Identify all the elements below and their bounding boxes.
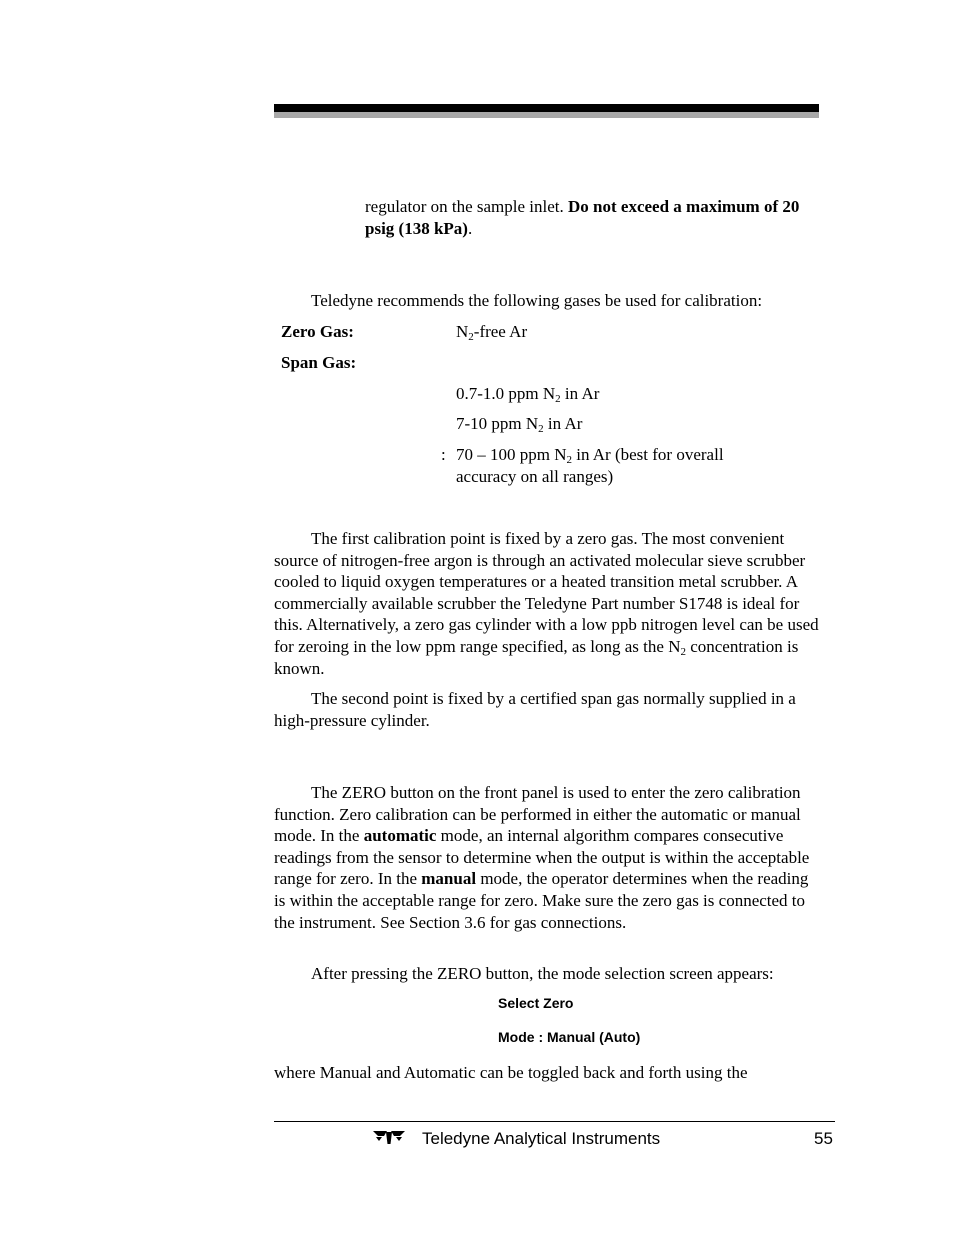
footer-rule xyxy=(274,1121,835,1122)
page-number: 55 xyxy=(814,1129,833,1148)
span-gas-item xyxy=(456,413,582,435)
intro-end: . xyxy=(467,218,473,238)
zero-para-t3: mode, the operator determines when the reading is within the acceptable range for zero. Make sure the zero gas is connected to the instrument. See Section 3.6 for gas connections. xyxy=(274,869,809,932)
span-item-sub: 2 xyxy=(538,423,544,435)
span-item-pre: 0.7-1.0 ppm N xyxy=(456,384,556,403)
span-item-pre: 7-10 ppm N xyxy=(456,414,539,433)
zero-para-t2: mode, an internal algorithm compares consecutive readings from the sensor to determine when the output is within the acceptable range for zero. In the xyxy=(274,826,810,889)
screen-line-2: Mode : Manual (Auto) xyxy=(498,1029,641,1045)
span-item-post: in Ar xyxy=(543,414,583,433)
zero-para-manual: manual xyxy=(421,869,477,889)
zero-gas-label-text: Zero Gas: xyxy=(281,322,354,341)
zero-gas-value-pre: N xyxy=(456,322,469,341)
zero-para-automatic: automatic xyxy=(363,826,437,846)
footer-company: Teledyne Analytical Instruments xyxy=(422,1129,661,1148)
header-rule-gray xyxy=(274,112,819,118)
zero-button-paragraph xyxy=(274,782,822,933)
screen-line-1: Select Zero xyxy=(498,995,574,1011)
calib-para1-sub: 2 xyxy=(680,645,686,658)
intro-text: regulator on the sample inlet. xyxy=(365,197,568,216)
calibration-paragraph-2: The second point is fixed by a certified span gas normally supplied in a high-pressure cylinder. xyxy=(274,689,796,730)
span-gas-item xyxy=(456,444,776,487)
span-item-post: in Ar xyxy=(560,384,600,403)
teledyne-logo-icon xyxy=(372,1128,406,1146)
span-colon: : xyxy=(441,445,446,464)
calibration-paragraph-1 xyxy=(274,528,822,679)
after-pressing-paragraph: After pressing the ZERO button, the mode selection screen appears: xyxy=(311,964,774,983)
zero-gas-value xyxy=(456,321,527,343)
span-item-sub: 2 xyxy=(555,393,561,405)
span-item-sub: 2 xyxy=(566,454,572,466)
span-gas-label-text: Span Gas: xyxy=(281,353,357,372)
last-paragraph: where Manual and Automatic can be toggled back and forth using the xyxy=(274,1063,748,1082)
span-item-pre: 70 – 100 ppm N xyxy=(456,445,567,464)
intro-warning: Do not exceed a maximum of 20 psig (138 kPa) xyxy=(365,197,800,238)
calib-para1-pre: The first calibration point is fixed by a zero gas. The most convenient source of nitrogen-free argon is through an activated molecular sieve scrubber cooled to liquid oxygen temperatures or a heated transition metal scrubber. A commercially available scrubber the Teledyne Part number S1748 is ideal for this. Alternatively, a zero gas cylinder with a low ppb nitrogen level can be used for zeroing in the low ppm range specified, as long as the N xyxy=(274,529,819,656)
span-gas-label xyxy=(281,352,356,374)
intro-paragraph xyxy=(365,196,827,239)
zero-gas-label xyxy=(281,321,354,343)
header-rule-black xyxy=(274,104,819,112)
span-item-post: in Ar (best for overall accuracy on all ranges) xyxy=(456,445,724,486)
recommend-paragraph: Teledyne recommends the following gases be used for calibration: xyxy=(311,291,763,310)
span-gas-item xyxy=(456,383,599,405)
calib-para1-post: concentration is known. xyxy=(274,636,799,678)
zero-gas-value-post: -free Ar xyxy=(473,322,528,341)
zero-para-t1: The ZERO button on the front panel is used to enter the zero calibration function. Zero calibration can be performed in either the automatic or manual mode. In the xyxy=(274,783,801,846)
zero-gas-value-sub: 2 xyxy=(468,331,474,343)
